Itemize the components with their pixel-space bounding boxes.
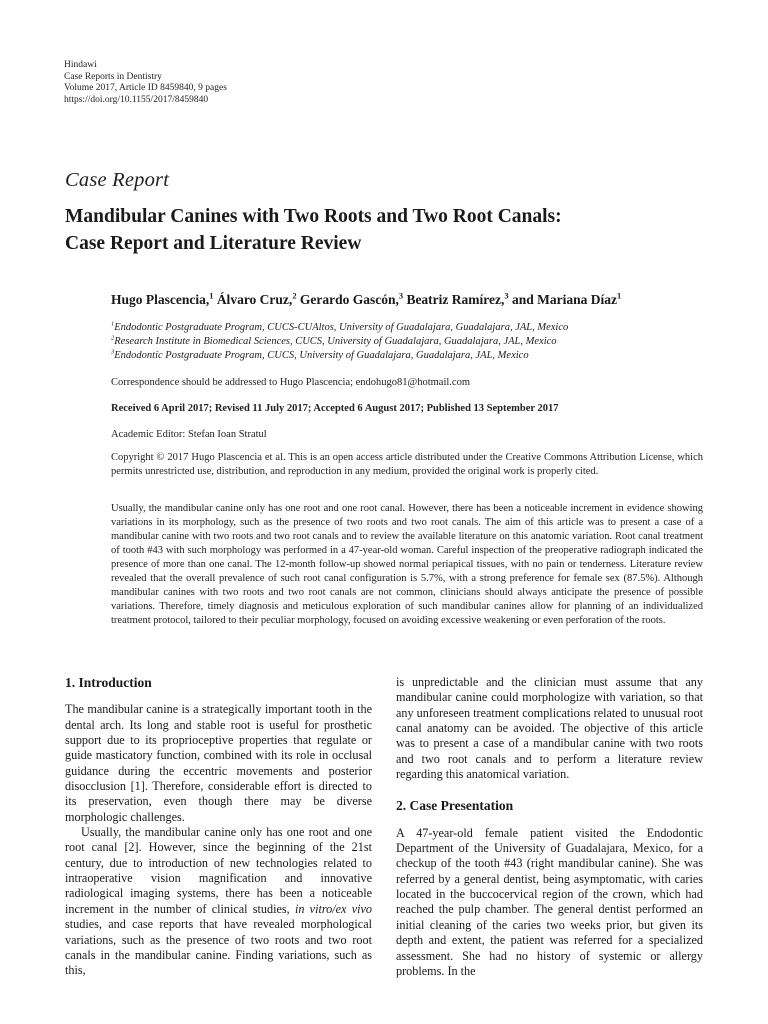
abstract-text: Usually, the mandibular canine only has one root and one root canal. However, there has been a noticeable increment in evidence showing variations in its morphology, such as the presence of two roots and two root canals. The aim of this article was to present a case of a mandibular canine with two roots and two root canals and to review the available literature on this anatomic variation. Root canal treatment of tooth #43 with such morphology was performed in a 47-year-old woman. Careful inspection of the preoperative radiograph indicated the presence of more than one canal. The 12-month follow-up showed normal periapical tissues, with no pain or tenderness. Literature review revealed that the overall prevalence of such root canal configuration is 5.7%, with a strong preference for female sex (87.5%). Although mandibular canines with two roots and two root canals are not common, clinicians should always anticipate the presence of possible variations. Therefore, timely diagnosis and meticulous exploration of such mandibular canines allow for planning of an individualized treatment protocol, tailored to their peculiar morphology, focused on avoiding excessive weakening or even perforation of the roots. [111,503,703,626]
case-paragraph-1: A 47-year-old female patient visited the Endodontic Department of the University of Guadalajara, Mexico, for a checkup of the tooth #43 (right mandibular canine). She was referred by a general dentist, being asymptomatic, with caries located in the buccocervical region of the crown, which had reached the pulp chamber. The general dentist performed an initial cleaning of the caries two weeks prior, but given its depth and extent, the patient was referred for a specialized assessment. She had no history of systemic or allergy problems. In the [396,825,703,978]
author-affiliation-mark: 3 [504,291,509,301]
intro-paragraph-1: The mandibular canine is a strategically important tooth in the dental arch. Its long and stable root is useful for prosthetic support due to its proprioceptive properties that regulate or guide masticatory function, combined with its role in occlusal guidance during the eccentric movements and posterior disocclusion [1]. Therefore, considerable effort is directed to its preservation, even though there may be diverse morphologic challenges. [65,702,372,824]
author-name: Gerardo Gascón, [299,292,399,307]
article-title [65,203,715,257]
title-line-1: Mandibular Canines with Two Roots and Two Root Canals: [65,206,562,227]
academic-editor: Academic Editor: Stefan Ioan Stratul [111,429,267,440]
journal-name: Case Reports in Dentistry [64,71,162,82]
right-column [396,675,703,979]
affiliation-list [111,321,568,363]
article-type: Case Report [65,169,170,191]
publication-dates: Received 6 April 2017; Revised 11 July 2017; Accepted 6 August 2017; Published 13 September 2017 [111,403,559,414]
affiliation-item: $^3$Endodontic Postgraduate Program, CUCS, University of Guadalajara, Guadalajara, JAL, Mexico [111,348,529,361]
affiliation-item: $^1$Endodontic Postgraduate Program, CUCS-CUAltos, University of Guadalajara, Guadalajara, JAL, Mexico [111,320,569,333]
volume-info: Volume 2017, Article ID 8459840, 9 pages [64,83,227,93]
author-affiliation-mark: 3 [398,291,404,301]
section-heading-introduction: 1. Introduction [65,675,152,690]
author-name: and Mariana Díaz [511,292,617,307]
author-name: Álvaro Cruz, [216,292,293,307]
author-affiliation-mark: 1 [209,291,214,301]
publisher-name: Hindawi [64,60,97,70]
title-line-2: Case Report and Literature Review [65,233,362,254]
author-name: Beatriz Ramírez, [406,292,505,307]
author-affiliation-mark: 1 [616,291,622,301]
intro-paragraph-3: is unpredictable and the clinician must assume that any mandibular canine could morphologize with variation, so that any unforeseen treatment complications related to unusual root canal anatomy can be avoided. The objective of this article was to present a case of a mandibular canine with two roots and two root canals and to perform a literature review regarding this anatomical variation. [396,675,703,782]
intro-paragraph-2: Usually, the mandibular canine only has one root and one root canal [2]. However, since the beginning of the 21st century, due to introduction of new technologies related to intraoperative vision magnification and innovative radiological imaging systems, there has been a noticeable increment in the number of clinical studies, in vitro/ex vivo studies, and case reports that have revealed morphological variations, such as the presence of two roots and two root canals in the mandibular canine. Finding variations, such as this, [65,825,372,978]
journal-header [64,60,227,106]
correspondence-line: Correspondence should be addressed to Hugo Plascencia; endohugo81@hotmail.com [111,377,471,388]
affiliation-item: $^2$Research Institute in Biomedical Sciences, CUCS, University of Guadalajara, Guadalajara, JAL, Mexico [111,334,557,347]
left-column [65,675,372,979]
author-name: Hugo Plascencia, [111,292,210,307]
author-affiliation-mark: 2 [292,291,297,301]
author-list [111,292,621,308]
section-heading-case-presentation: 2. Case Presentation [396,798,514,814]
doi-link[interactable]: https://doi.org/10.1155/2017/8459840 [64,94,209,105]
copyright-notice: Copyright © 2017 Hugo Plascencia et al. This is an open access article distributed under the Creative Commons Attribution License, which permits unrestricted use, distribution, and reproduction in any medium, provided the original work is properly cited. [111,452,703,477]
